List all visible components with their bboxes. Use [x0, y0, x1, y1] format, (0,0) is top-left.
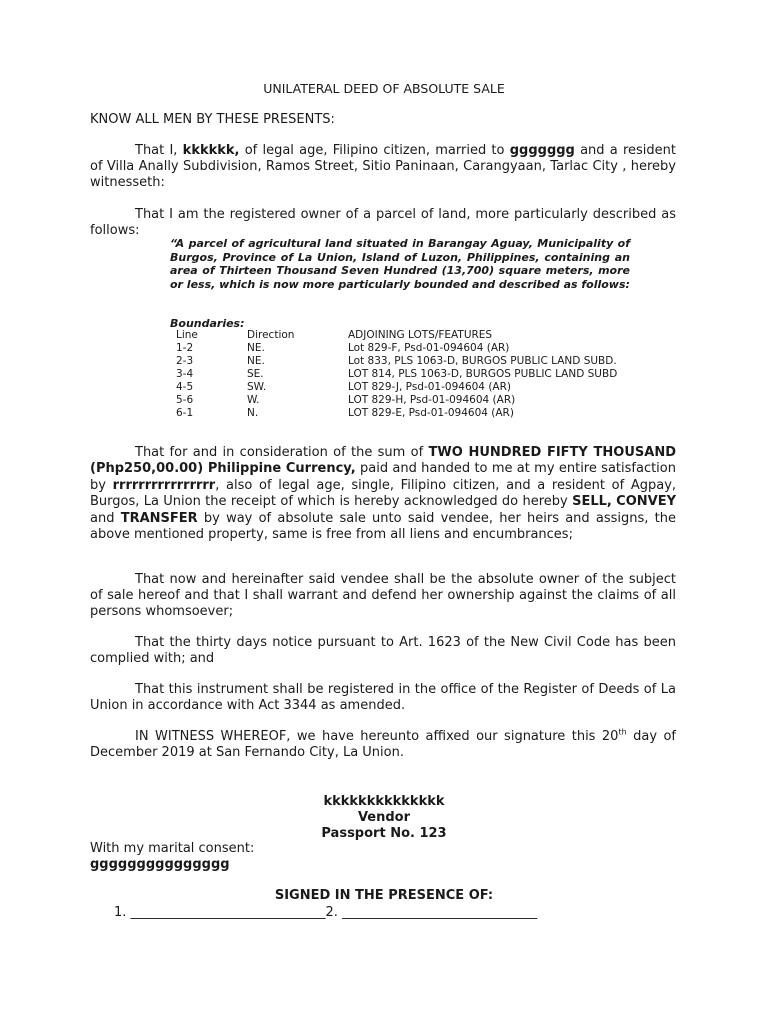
cell-adjoining: LOT 829-H, Psd-01-094604 (AR)	[348, 394, 516, 406]
table-row	[172, 355, 617, 368]
cell-line: 1-2	[176, 342, 194, 354]
cell-adjoining: LOT 829-E, Psd-01-094604 (AR)	[348, 407, 514, 419]
cell-direction: NE.	[247, 355, 265, 367]
cell-direction: NE.	[247, 342, 265, 354]
transfer-keyword: TRANSFER	[120, 510, 198, 526]
opening-line: KNOW ALL MEN BY THESE PRESENTS:	[90, 112, 335, 127]
table-row	[172, 368, 617, 381]
cell-line: 6-1	[176, 407, 194, 419]
paragraph-vendor-identity	[90, 143, 676, 191]
para3-text-c: , also of legal age, single, Filipino citizen, and a resident of Agpay, Burgos, La Union the receipt of which is hereby acknowledged do hereby	[90, 477, 677, 510]
cell-adjoining: LOT 814, PLS 1063-D, BURGOS PUBLIC LAND SUBD	[348, 368, 618, 380]
witnesses-heading: SIGNED IN THE PRESENCE OF:	[274, 888, 494, 903]
witness-signature-lines: 1. ______________________________2. ______________________________	[114, 905, 538, 920]
cell-line: 5-6	[176, 394, 194, 406]
table-row	[172, 407, 617, 420]
paragraph-notice: That the thirty days notice pursuant to Art. 1623 of the New Civil Code has been complied with; and	[90, 635, 676, 666]
cell-direction: N.	[247, 407, 259, 419]
para1-text-a: That I,	[135, 143, 183, 158]
cell-line: 3-4	[176, 368, 194, 380]
cell-direction: SW.	[247, 381, 267, 393]
para3-text-b: paid and handed to me at my entire satisfaction by	[90, 461, 676, 493]
cell-line: 2-3	[176, 355, 194, 367]
table-row	[172, 394, 617, 407]
cell-adjoining: Lot 833, PLS 1063-D, BURGOS PUBLIC LAND SUBD.	[348, 355, 617, 367]
boundaries-table	[172, 329, 617, 420]
date-suffix: th	[618, 727, 627, 737]
vendor-passport: Passport No. 123	[321, 826, 447, 841]
sale-amount: TWO HUNDRED FIFTY THOUSAND (Php250,00.00) Philippine Currency,	[90, 445, 676, 477]
para7-text-b: day of December 2019 at San Fernando City, La Union.	[90, 729, 676, 760]
table-row	[172, 342, 617, 355]
header-direction: Direction	[247, 329, 295, 341]
sell-keyword: SELL,	[572, 494, 612, 510]
cell-direction: SE.	[247, 368, 264, 380]
document-title: UNILATERAL DEED OF ABSOLUTE SALE	[263, 81, 505, 96]
cell-line: 4-5	[176, 381, 194, 393]
para3-text-f: by way of absolute sale unto said vendee, her heirs and assigns, the above mentioned property, same is free from all liens and encumbrances;	[90, 510, 676, 543]
paragraph-ownership: That I am the registered owner of a parcel of land, more particularly described as follows:	[90, 207, 676, 238]
vendor-signature-name: kkkkkkkkkkkkkk	[323, 794, 445, 809]
convey-keyword: CONVEY	[616, 494, 676, 510]
vendee-name: rrrrrrrrrrrrrrrr	[112, 477, 216, 493]
paragraph-consideration	[90, 445, 676, 543]
paragraph-witness-whereof	[90, 729, 676, 761]
vendor-role: Vendor	[357, 810, 411, 825]
para7-text-a: IN WITNESS WHEREOF, we have hereunto affixed our signature this 20	[135, 729, 619, 744]
vendor-name: kkkkkk,	[182, 143, 240, 158]
cell-direction: W.	[247, 394, 260, 406]
boundaries-title: Boundaries:	[170, 317, 245, 330]
para3-text-a: That for and in consideration of the sum of	[135, 445, 429, 460]
cell-adjoining: Lot 829-F, Psd-01-094604 (AR)	[348, 342, 510, 354]
para1-text-c: and a resident of Villa Anally Subdivision, Ramos Street, Sitio Paninaan, Carangyaan, Tarlac City , hereby witnesseth:	[90, 143, 676, 190]
marital-consent-label: With my marital consent:	[90, 841, 255, 856]
header-line: Line	[176, 329, 198, 341]
para1-text-b: of legal age, Filipino citizen, married to	[239, 143, 510, 158]
header-adjoining: ADJOINING LOTS/FEATURES	[348, 329, 493, 341]
cell-adjoining: LOT 829-J, Psd-01-094604 (AR)	[348, 381, 511, 393]
table-row	[172, 381, 617, 394]
spouse-name: ggggggg	[509, 143, 575, 158]
boundaries-header-row	[172, 329, 617, 342]
property-description: “A parcel of agricultural land situated in Barangay Aguay, Municipality of Burgos, Province of La Union, Island of Luzon, Philippines, containing an area of Thirteen Thousand Seven Hundred (13,700) square meters, more or less, which is now more particularly bounded and described as follows:	[170, 237, 630, 291]
paragraph-ownership-warranty: That now and hereinafter said vendee shall be the absolute owner of the subject of sale hereof and that I shall warrant and defend her ownership against the claims of all persons whomsoever;	[90, 572, 676, 619]
para3-text-e: and	[90, 510, 121, 526]
marital-consent-name: ggggggggggggggg	[90, 857, 230, 872]
paragraph-registration: That this instrument shall be registered in the office of the Register of Deeds of La Union in accordance with Act 3344 as amended.	[90, 682, 676, 713]
